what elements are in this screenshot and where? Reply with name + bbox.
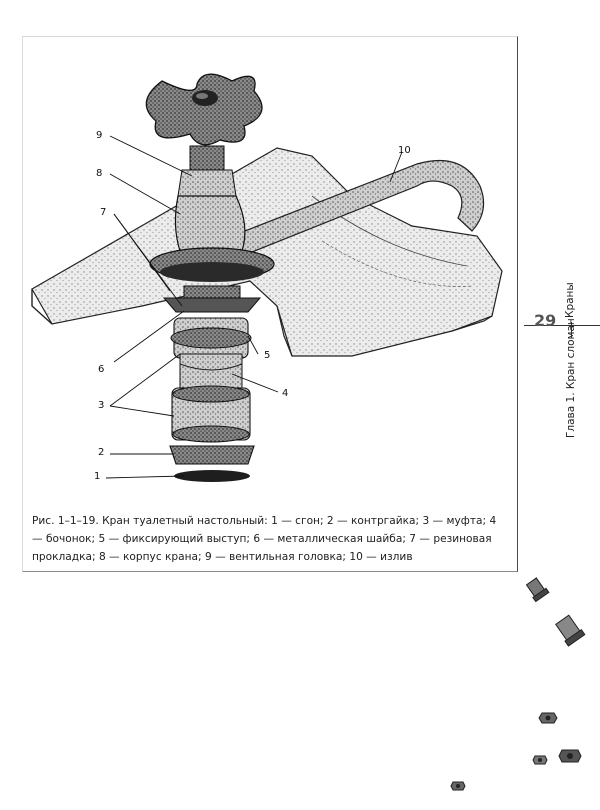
faucet-illustration — [22, 36, 518, 506]
callout-8: 8 — [96, 168, 103, 179]
page-number: 29 — [534, 311, 557, 330]
callout-1: 1 — [94, 471, 101, 482]
callout-9: 9 — [96, 130, 103, 141]
valve-head — [178, 146, 236, 196]
section-title: Краны — [564, 282, 576, 318]
decorative-fittings — [430, 570, 600, 810]
callout-3: 3 — [98, 400, 105, 411]
nut-icon — [533, 756, 547, 764]
callout-5: 5 — [264, 350, 271, 361]
fitting-icon — [554, 614, 585, 646]
running-header — [520, 280, 600, 450]
nut-icon — [451, 782, 465, 790]
nut-icon — [559, 750, 581, 762]
fitting-icon — [525, 577, 549, 602]
callout-6: 6 — [98, 364, 105, 375]
nut-icon — [539, 713, 557, 723]
figure-caption: Рис. 1–1–19. Кран туалетный настольный: 1 — сгон; 2 — контргайка; 3 — муфта; 4 — бочонок; 5 — фиксирующий выступ; 6 — металлическая шайба; 7 — резиновая прокладка; 8 — корпус крана; 9 — вентильная головка; 10 — излив — [32, 515, 497, 563]
callout-2: 2 — [98, 447, 105, 458]
chapter-title: Глава 1. Кран сломан — [565, 318, 577, 438]
callout-7: 7 — [100, 207, 107, 218]
callout-4: 4 — [282, 388, 289, 399]
handle — [146, 74, 262, 145]
callout-10: 10 — [398, 145, 411, 156]
